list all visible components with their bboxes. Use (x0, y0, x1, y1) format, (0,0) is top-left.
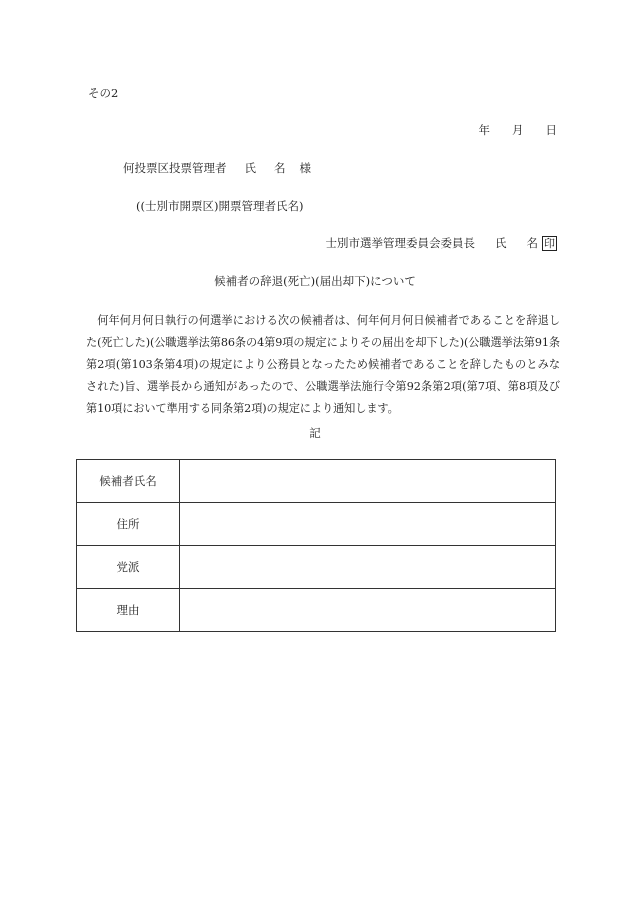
sender-name-surname: 氏 (495, 236, 507, 250)
table-row (77, 460, 556, 503)
table-row (77, 546, 556, 589)
record-heading: 記 (309, 426, 321, 440)
table-row (77, 589, 556, 632)
sender-title: 士別市選挙管理委員会委員長 (325, 236, 475, 250)
date-year: 年 (478, 123, 490, 137)
date-month: 月 (512, 123, 524, 137)
label-candidate-name: 候補者氏名 (77, 460, 180, 503)
seal-mark: 印 (544, 237, 555, 250)
candidate-info-table (76, 459, 556, 632)
value-address[interactable] (180, 503, 556, 546)
date-day: 日 (545, 123, 557, 137)
value-candidate-name[interactable] (180, 460, 556, 503)
addressee-honorific: 様 (299, 161, 311, 175)
form-number: その2 (88, 86, 119, 100)
addressee-name-surname: 氏 (244, 161, 256, 175)
body-paragraph: 何年何月何日執行の何選挙における次の候補者は、何年何月何日候補者であることを辞退した(死亡した)(公職選挙法第86条の4第9項の規定によりその届出を却下した)(公職選挙法第91条第2項(第103条第4項)の規定により公務員となったため候補者であることを辞したものとみなされた)旨、選挙長から通知があったので、公職選挙法施行令第92条第2項(第7項、第8項及び第10項において準用する同条第2項)の規定により通知します。 (86, 314, 560, 415)
date-line (479, 122, 558, 138)
document-title: 候補者の辞退(死亡)(届出却下)について (214, 274, 416, 288)
label-address: 住所 (77, 503, 180, 546)
addressee-name-given: 名 (274, 161, 286, 175)
label-reason: 理由 (77, 589, 180, 632)
addressee-title: 何投票区投票管理者 (123, 161, 227, 175)
label-party: 党派 (77, 546, 180, 589)
table-row (77, 503, 556, 546)
sender-line (326, 235, 558, 251)
addressee-line (123, 160, 311, 176)
sender-name-given: 名 (526, 236, 538, 250)
value-party[interactable] (180, 546, 556, 589)
addressee-alternate: ((士別市開票区)開票管理者氏名) (136, 199, 304, 213)
value-reason[interactable] (180, 589, 556, 632)
